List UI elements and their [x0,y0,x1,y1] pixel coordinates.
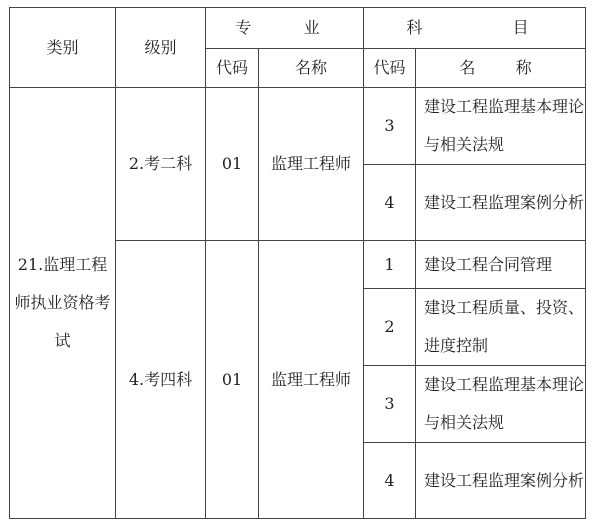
subject-code-cell: 3 [364,88,416,165]
header-major-code: 代码 [206,49,259,88]
subject-name-cell: 建设工程质量、投资、进度控制 [416,289,586,366]
category-cell: 21.监理工程师执业资格考试 [10,88,116,519]
header-row-1 [10,8,586,49]
subject-name-cell: 建设工程监理案例分析 [416,443,586,519]
header-subject: 科 目 [364,8,586,49]
subject-name-cell: 建设工程监理案例分析 [416,165,586,241]
header-level: 级别 [116,8,206,88]
header-major-name: 名称 [259,49,364,88]
exam-subject-table [9,7,586,519]
subject-code-cell: 2 [364,289,416,366]
subject-name-cell: 建设工程监理基本理论与相关法规 [416,88,586,165]
subject-code-cell: 1 [364,241,416,289]
level-cell: 4.考四科 [116,241,206,519]
header-major: 专 业 [206,8,364,49]
subject-code-cell: 4 [364,443,416,519]
major-name-cell: 监理工程师 [259,88,364,241]
header-category: 类别 [10,8,116,88]
table-row [10,88,586,165]
subject-code-cell: 3 [364,366,416,443]
major-name-cell: 监理工程师 [259,241,364,519]
major-code-cell: 01 [206,88,259,241]
level-cell: 2.考二科 [116,88,206,241]
subject-code-cell: 4 [364,165,416,241]
subject-name-cell: 建设工程合同管理 [416,241,586,289]
major-code-cell: 01 [206,241,259,519]
header-subject-name: 名 称 [416,49,586,88]
header-subject-code: 代码 [364,49,416,88]
subject-name-cell: 建设工程监理基本理论与相关法规 [416,366,586,443]
